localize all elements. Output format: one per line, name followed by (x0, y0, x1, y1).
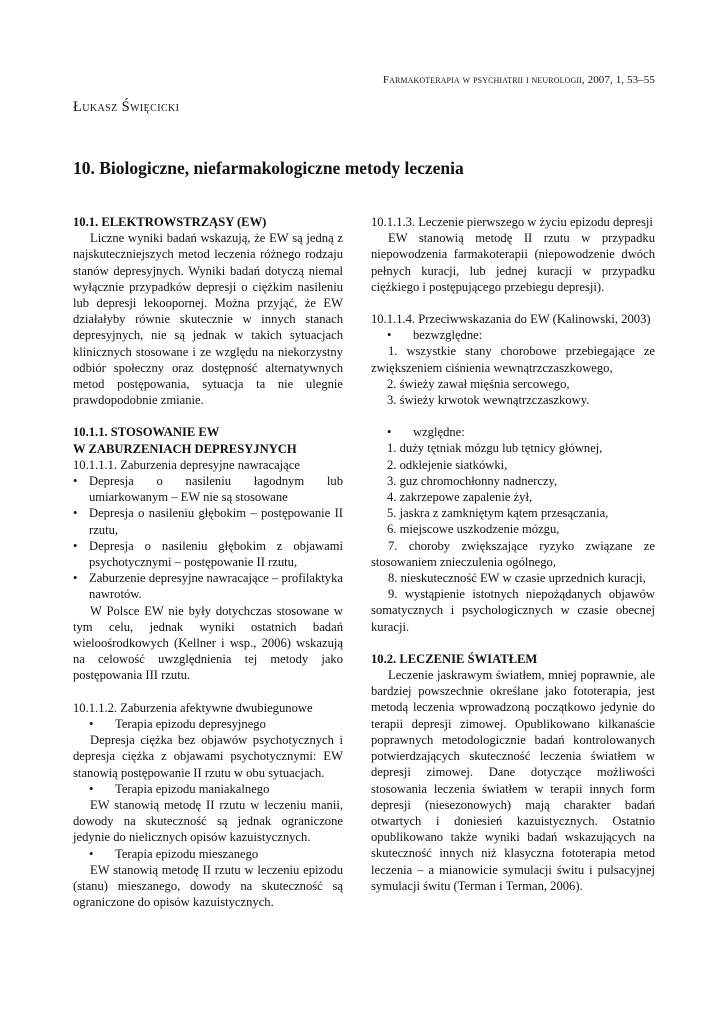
section-heading-light-therapy: 10.2. LECZENIE ŚWIATŁEM (371, 651, 538, 666)
section-paragraph: EW stanowią metodę II rzutu w leczeniu manii, dowody na skuteczność są jednak ograniczone jedynie do nielicznych opisów kazuistycznych. (73, 797, 343, 845)
section-paragraph: EW stanowią metodę II rzutu w przypadku niepowodzenia farmakoterapii (niepowodzenie dwóch pełnych kuracji, lub jednej kuracji w przypadku ciężkiego i postępującego przebiegu depresji). (371, 231, 655, 294)
list-item: 5. jaskra z zamkniętym kątem przesączania, (387, 506, 609, 521)
list-item: 3. świeży krwotok wewnątrzczaszkowy. (387, 393, 590, 408)
section-paragraph: Depresja ciężka bez objawów psychotycznych i depresja ciężka z objawami psychotycznymi: EW stanowią postępowanie II rzutu w obu sytuacjach. (73, 733, 343, 780)
bullet-icon: • (387, 425, 392, 440)
list-item: • Depresja o nasileniu głębokim – postępowanie II rzutu, (73, 506, 343, 537)
list-item: • Terapia epizodu maniakalnego (89, 781, 270, 796)
section-paragraph: EW stanowią metodę II rzutu w leczeniu epizodu (stanu) mieszanego, dowody na skuteczność są ograniczone do opisów kazuistycznych. (73, 862, 343, 910)
list-item: 6. miejscowe uszkodzenie mózgu, (387, 522, 560, 537)
bullet-icon: • (89, 846, 94, 861)
section-heading-electroconvulsive: 10.1. ELEKTROWSTRZĄSY (EW) (73, 215, 267, 229)
list-item: • Depresja o nasileniu głębokim z objawami psychotycznymi – postępowanie II rzutu, (73, 538, 343, 570)
subsubsection-heading: 10.1.1.4. Przeciwwskazania do EW (Kalinowski, 2003) (371, 312, 651, 327)
list-item: • Depresja o nasileniu łagodnym lub umiarkowanym – EW nie są stosowane (73, 474, 343, 505)
list-item: 2. świeży zawał mięśnia sercowego, (387, 376, 570, 391)
list-item: 1. duży tętniak mózgu lub tętnicy głównej, (387, 441, 603, 456)
list-item: 3. guz chromochłonny nadnerczy, (387, 473, 558, 488)
bullet-icon: • (73, 571, 78, 586)
subsubsection-heading: 10.1.1.3. Leczenie pierwszego w życiu epizodu depresji (371, 215, 653, 229)
section-paragraph: W Polsce EW nie były dotychczas stosowane w tym celu, jednak wyniki ostatnich badań wieloośrodkowych (Kellner i wsp., 2006) wskazują na celowość uwzględnienia tej metody jako postępowania III rzutu. (73, 603, 343, 683)
list-label-relative: • względne: (387, 425, 465, 440)
list-item: 9. wystąpienie istotnych niepożądanych objawów somatycznych i psychologicznych w czasie obecnej kuracji. (371, 587, 655, 634)
journal-name: Farmakoterapia w psychiatrii i neurologii (382, 74, 582, 86)
subsection-heading-line2: W ZABURZENIACH DEPRESYJNYCH (73, 441, 297, 456)
list-item: 2. odklejenie siatkówki, (387, 457, 508, 472)
subsection-heading-line1: 10.1.1. STOSOWANIE EW (73, 425, 220, 440)
list-item: 8. nieskuteczność EW w czasie uprzednich kuracji, (388, 571, 646, 586)
bullet-icon: • (387, 328, 392, 343)
chapter-title: 10. Biologiczne, niefarmakologiczne metody leczenia (73, 158, 464, 178)
subsubsection-heading: 10.1.1.1. Zaburzenia depresyjne nawracające (73, 457, 300, 472)
left-column (73, 214, 343, 910)
subsubsection-heading: 10.1.1.2. Zaburzenia afektywne dwubiegunowe (73, 700, 313, 715)
right-column (371, 214, 655, 894)
list-item: 7. choroby zwiększające ryzyko związane ze stosowaniem znieczulenia ogólnego, (371, 538, 655, 569)
bullet-icon: • (73, 506, 78, 521)
bullet-icon: • (73, 474, 78, 489)
bullet-icon: • (73, 538, 78, 553)
list-item: 4. zakrzepowe zapalenie żył, (387, 490, 533, 505)
journal-issue: , 2007, 1, 53–55 (581, 74, 655, 86)
bullet-icon: • (89, 716, 94, 731)
author-name: Łukasz Święcicki (73, 99, 180, 115)
list-item: • Terapia epizodu mieszanego (89, 846, 259, 861)
running-header (383, 72, 655, 88)
list-item: • Terapia epizodu depresyjnego (89, 716, 266, 731)
list-item: 1. wszystkie stany chorobowe przebiegające ze zwiększeniem ciśnienia wewnątrzczaszkowego, (371, 344, 655, 375)
section-paragraph: Leczenie jaskrawym światłem, mniej poprawnie, ale bardziej powszechnie określane jako fototerapia, jest metodą leczenia wprowadzoną początkowo jedynie do terapii depresji zimowej. Opublikowano kilkanaście poprawnych metodologicznie badań kontrolowanych potwierdzających skuteczność leczenia światłem w depresji zimowej. Dane dotyczące możliwości stosowania leczenia światłem w terapii innych form depresji (niesezonowych) mają charakter badań otwartych i doniesień kazuistycznych. Ostatnio opublikowano także wyniki badań wskazujących na skuteczność innych niż klasyczna fototerapia metod leczenia – a mianowicie symulacji świtu i pulsacyjnej symulacji świtu (Terman i Terman, 2006). (371, 668, 655, 893)
list-item: • Zaburzenie depresyjne nawracające – profilaktyka nawrotów. (73, 571, 343, 602)
list-label-absolute: • bezwzględne: (387, 328, 483, 343)
section-paragraph: Liczne wyniki badań wskazują, że EW są jedną z najskuteczniejszych metod leczenia różnego rodzaju stanów depresyjnych. Wyniki badań dotyczą niemal wyłącznie przypadków depresji o ciężkim nasileniu lub depresji lekoopornej. Można przyjąć, że EW działałyby równie skutecznie w innych stanach depresyjnych, nie są jednak w takich sytuacjach klinicznych stosowane i ze względu na niekorzystny odbiór społeczny oraz dostępność alternatywnych metod postępowania, sytuacja ta nie ulegnie prawdopodobnie zmianie. (73, 231, 343, 408)
bullet-icon: • (89, 781, 94, 796)
